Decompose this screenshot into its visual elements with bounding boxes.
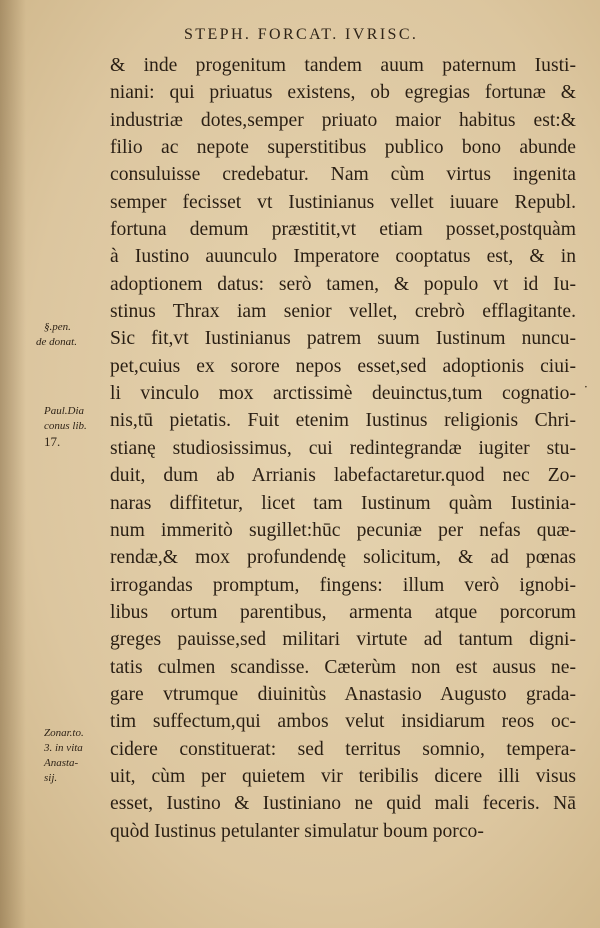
- text-line: naras diffitetur, licet tam Iustinum quàm Iustinia-: [110, 492, 576, 514]
- text-line: cidere constituerat: sed territus somnio, tempera-: [110, 738, 576, 760]
- text-line: li vinculo mox arctissimè deuinctus,tum cognatio-: [110, 383, 576, 405]
- text-line: consuluisse credebatur. Nam cùm virtus ingenita: [110, 164, 576, 186]
- text-line: fortuna demum præstitit,vt etiam posset,postquàm: [110, 219, 576, 241]
- text-line: greges pauisse,sed militari virtute ad tantum digni-: [110, 629, 576, 651]
- text-line: esset, Iustino & Iustiniano ne quid mali feceris. Nā: [110, 793, 576, 815]
- text-line: pet,cuius ex sorore nepos esset,sed adoptionis ciui-: [110, 355, 576, 377]
- text-line: semper fecisset vt Iustinianus vellet iuuare Republ.: [110, 191, 576, 213]
- margin-note-line: de donat.: [36, 336, 77, 348]
- text-line: nis,tū pietatis. Fuit etenim Iustinus religionis Chri-: [110, 410, 576, 432]
- margin-note: [44, 404, 87, 449]
- margin-note-line: Paul.Dia: [44, 405, 85, 417]
- margin-note: [36, 320, 77, 350]
- text-line: irrogandas promptum, fingens: illum verò ignobi-: [110, 574, 576, 596]
- text-line: filio ac nepote superstitibus publico bono abunde: [110, 137, 576, 159]
- text-line: quòd Iustinus petulanter simulatur boum porco-: [110, 820, 484, 842]
- margin-note-line: 3. in vita: [44, 742, 83, 754]
- margin-note-line: Zonar.to.: [44, 727, 84, 739]
- text-line: & inde progenitum tandem auum paternum Iusti-: [110, 55, 576, 76]
- text-line: tim suffectum,qui ambos velut insidiarum reos oc-: [110, 711, 576, 733]
- text-line: duit, dum ab Arrianis labefactaretur.quod nec Zo-: [110, 465, 576, 487]
- margin-note-line: §.pen.: [44, 321, 71, 333]
- margin-note-line: conus lib.: [44, 420, 87, 432]
- text-line: stianę studiosissimus, cui redintegrandæ iugiter stu-: [110, 437, 576, 459]
- text-line: niani: qui priuatus existens, ob egregias fortunæ &: [110, 82, 576, 104]
- text-line: adoptionem datus: serò tamen, & populo vt id Iu-: [110, 273, 576, 295]
- gutter-shadow: [0, 0, 26, 928]
- margin-note-line: Anasta-: [44, 757, 79, 769]
- margin-note: [44, 726, 84, 786]
- margin-mark: ·: [584, 380, 588, 394]
- text-line: Sic fit,vt Iustinianus patrem suum Iustinum nuncu-: [110, 328, 576, 350]
- text-line: industriæ dotes,semper priuato maior habitus est:&: [110, 109, 576, 131]
- running-head: STEPH. FORCAT. IVRISC.: [184, 26, 419, 43]
- text-line: num immeritò sugillet:hūc pecuniæ per nefas quæ-: [110, 519, 576, 541]
- text-line: libus ortum parentibus, armenta atque porcorum: [110, 601, 576, 623]
- text-line: gare vtrumque diuinitùs Anastasio Augusto grada-: [110, 683, 576, 705]
- text-line: stinus Thrax iam senior vellet, crebrò efflagitante.: [110, 301, 576, 323]
- body-text: [110, 52, 576, 845]
- margin-note-line: 17.: [44, 434, 61, 449]
- margin-note-line: sij.: [44, 772, 58, 784]
- text-line: uit, cùm per quietem vir teribilis dicere illi visus: [110, 765, 576, 787]
- text-line: tatis culmen scandisse. Cæterùm non est ausus ne-: [110, 656, 576, 678]
- text-line: rendæ,& mox profundendę solicitum, & ad pœnas: [110, 547, 576, 569]
- text-line: à Iustino auunculo Imperatore cooptatus est, & in: [110, 246, 576, 268]
